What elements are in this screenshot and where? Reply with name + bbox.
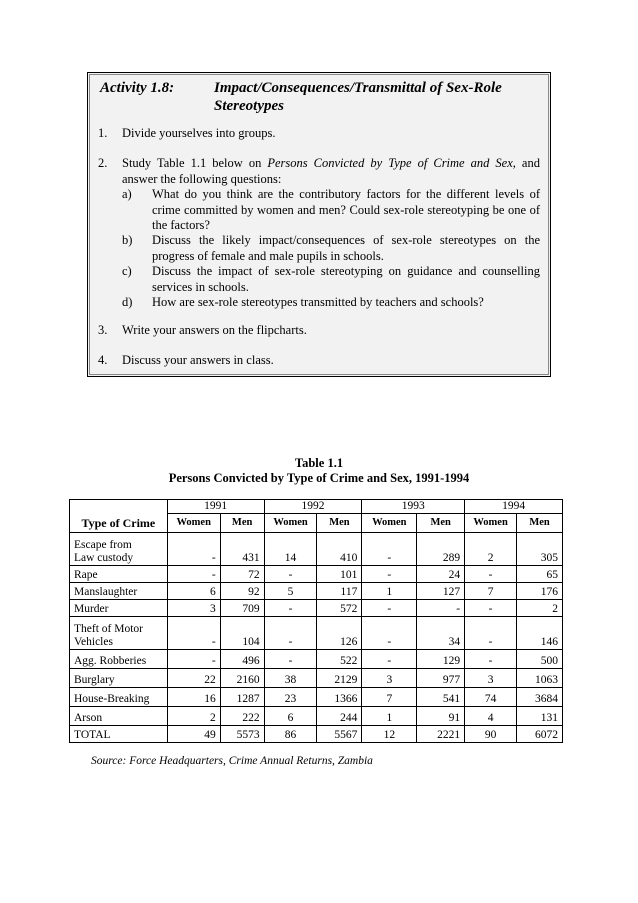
men-header: Men (417, 514, 465, 533)
activity-box (87, 72, 551, 377)
men-count-cell: 131 (517, 707, 563, 726)
women-count-cell: 3 (362, 669, 417, 688)
item-number: 4. (98, 353, 108, 367)
women-count-cell: - (264, 600, 317, 617)
sub-item-letter: a) (122, 187, 132, 201)
women-count-cell: - (465, 566, 517, 583)
women-header: Women (167, 514, 220, 533)
women-header: Women (465, 514, 517, 533)
men-count-cell: 2160 (220, 669, 264, 688)
men-count-cell: 222 (220, 707, 264, 726)
women-count-cell: - (264, 650, 317, 669)
women-count-cell: - (465, 650, 517, 669)
women-count-cell: 49 (167, 726, 220, 743)
men-count-cell: 65 (517, 566, 563, 583)
men-count-cell: - (417, 600, 465, 617)
men-header: Men (317, 514, 362, 533)
sub-item-letter: b) (122, 233, 133, 247)
men-count-cell: 129 (417, 650, 465, 669)
crime-type-cell: Theft of Motor Vehicles (70, 617, 168, 650)
table-row (70, 617, 563, 650)
women-count-cell: 3 (167, 600, 220, 617)
crime-table (69, 499, 563, 743)
men-count-cell: 92 (220, 583, 264, 600)
men-count-cell: 24 (417, 566, 465, 583)
women-count-cell: 1 (362, 583, 417, 600)
men-count-cell: 1063 (517, 669, 563, 688)
women-count-cell: 5 (264, 583, 317, 600)
crime-type-cell: House-Breaking (70, 688, 168, 707)
men-count-cell: 5567 (317, 726, 362, 743)
item-number: 3. (98, 323, 108, 337)
men-count-cell: 3684 (517, 688, 563, 707)
women-count-cell: 6 (167, 583, 220, 600)
men-count-cell: 91 (417, 707, 465, 726)
men-count-cell: 305 (517, 533, 563, 566)
women-count-cell: - (465, 617, 517, 650)
table-row (70, 533, 563, 566)
sub-item-letter: c) (122, 264, 132, 278)
table-number: Table 1.1 (294, 456, 344, 470)
men-count-cell: 104 (220, 617, 264, 650)
men-count-cell: 2129 (317, 669, 362, 688)
men-count-cell: 127 (417, 583, 465, 600)
year-header: 1992 (264, 500, 362, 514)
activity-title: Impact/Consequences/Transmittal of Sex-Role Stereotypes (214, 80, 502, 114)
men-count-cell: 289 (417, 533, 465, 566)
women-header: Women (264, 514, 317, 533)
men-count-cell: 1287 (220, 688, 264, 707)
men-count-cell: 34 (417, 617, 465, 650)
men-count-cell: 496 (220, 650, 264, 669)
men-count-cell: 126 (317, 617, 362, 650)
women-count-cell: - (465, 600, 517, 617)
table-title: Persons Convicted by Type of Crime and Sex, 1991-1994 (168, 471, 470, 485)
men-count-cell: 244 (317, 707, 362, 726)
women-count-cell: 22 (167, 669, 220, 688)
women-count-cell: - (362, 533, 417, 566)
item-number: 2. (98, 156, 108, 170)
men-count-cell: 977 (417, 669, 465, 688)
men-count-cell: 2 (517, 600, 563, 617)
women-count-cell: - (167, 617, 220, 650)
men-count-cell: 5573 (220, 726, 264, 743)
men-count-cell: 410 (317, 533, 362, 566)
year-header: 1994 (465, 500, 563, 514)
sub-item-text: How are sex-role stereotypes transmitted by teachers and schools? (152, 295, 484, 309)
women-count-cell: 7 (362, 688, 417, 707)
table-row (70, 650, 563, 669)
item-text: Write your answers on the flipcharts. (122, 323, 307, 337)
men-count-cell: 2221 (417, 726, 465, 743)
men-count-cell: 431 (220, 533, 264, 566)
sub-item-text: Discuss the impact of sex-role stereotyping on guidance and counselling services in schools. (152, 264, 540, 294)
sub-item-text: What do you think are the contributory factors for the different levels of crime committed by women and men? Could sex-role stereotyping be one of the factors? (152, 187, 540, 232)
table-row (70, 688, 563, 707)
women-count-cell: - (362, 566, 417, 583)
men-count-cell: 117 (317, 583, 362, 600)
women-count-cell: 4 (465, 707, 517, 726)
women-count-cell: - (264, 617, 317, 650)
women-count-cell: - (362, 617, 417, 650)
women-count-cell: 2 (465, 533, 517, 566)
women-count-cell: 86 (264, 726, 317, 743)
men-count-cell: 72 (220, 566, 264, 583)
women-count-cell: - (167, 566, 220, 583)
men-count-cell: 101 (317, 566, 362, 583)
sub-item-text: Discuss the likely impact/consequences of sex-role stereotypes on the progress of female and male pupils in schools. (152, 233, 540, 263)
crime-type-cell: Manslaughter (70, 583, 168, 600)
women-count-cell: 90 (465, 726, 517, 743)
table-row (70, 707, 563, 726)
women-count-cell: 38 (264, 669, 317, 688)
type-of-crime-header: Type of Crime (70, 500, 168, 533)
item-number: 1. (98, 126, 108, 140)
crime-type-cell: Arson (70, 707, 168, 726)
table-row (70, 566, 563, 583)
women-count-cell: 1 (362, 707, 417, 726)
sub-item-letter: d) (122, 295, 133, 309)
women-count-cell: 12 (362, 726, 417, 743)
women-count-cell: 14 (264, 533, 317, 566)
year-header: 1993 (362, 500, 465, 514)
men-count-cell: 541 (417, 688, 465, 707)
activity-label: Activity 1.8: (100, 80, 175, 96)
women-header: Women (362, 514, 417, 533)
men-header: Men (220, 514, 264, 533)
men-count-cell: 146 (517, 617, 563, 650)
women-count-cell: 16 (167, 688, 220, 707)
men-count-cell: 522 (317, 650, 362, 669)
crime-type-cell: Rape (70, 566, 168, 583)
women-count-cell: 74 (465, 688, 517, 707)
women-count-cell: 6 (264, 707, 317, 726)
men-count-cell: 6072 (517, 726, 563, 743)
women-count-cell: 2 (167, 707, 220, 726)
item-text: Discuss your answers in class. (122, 353, 274, 367)
table-row (70, 583, 563, 600)
year-header: 1991 (167, 500, 264, 514)
crime-type-cell: Burglary (70, 669, 168, 688)
women-count-cell: 23 (264, 688, 317, 707)
table-row (70, 726, 563, 743)
women-count-cell: - (362, 600, 417, 617)
women-count-cell: - (167, 533, 220, 566)
women-count-cell: 3 (465, 669, 517, 688)
women-count-cell: - (264, 566, 317, 583)
crime-type-cell: Murder (70, 600, 168, 617)
men-count-cell: 709 (220, 600, 264, 617)
table-row (70, 600, 563, 617)
men-count-cell: 500 (517, 650, 563, 669)
table-source: Source: Force Headquarters, Crime Annual Returns, Zambia (91, 755, 373, 767)
item-text: Divide yourselves into groups. (122, 126, 276, 140)
men-count-cell: 1366 (317, 688, 362, 707)
men-header: Men (517, 514, 563, 533)
item-text: Study Table 1.1 below on Persons Convicted by Type of Crime and Sex, and answer the following questions: (122, 156, 540, 186)
table-row (70, 669, 563, 688)
crime-type-cell: Agg. Robberies (70, 650, 168, 669)
women-count-cell: - (362, 650, 417, 669)
men-count-cell: 572 (317, 600, 362, 617)
crime-type-cell: TOTAL (70, 726, 168, 743)
crime-type-cell: Escape from Law custody (70, 533, 168, 566)
women-count-cell: 7 (465, 583, 517, 600)
men-count-cell: 176 (517, 583, 563, 600)
women-count-cell: - (167, 650, 220, 669)
